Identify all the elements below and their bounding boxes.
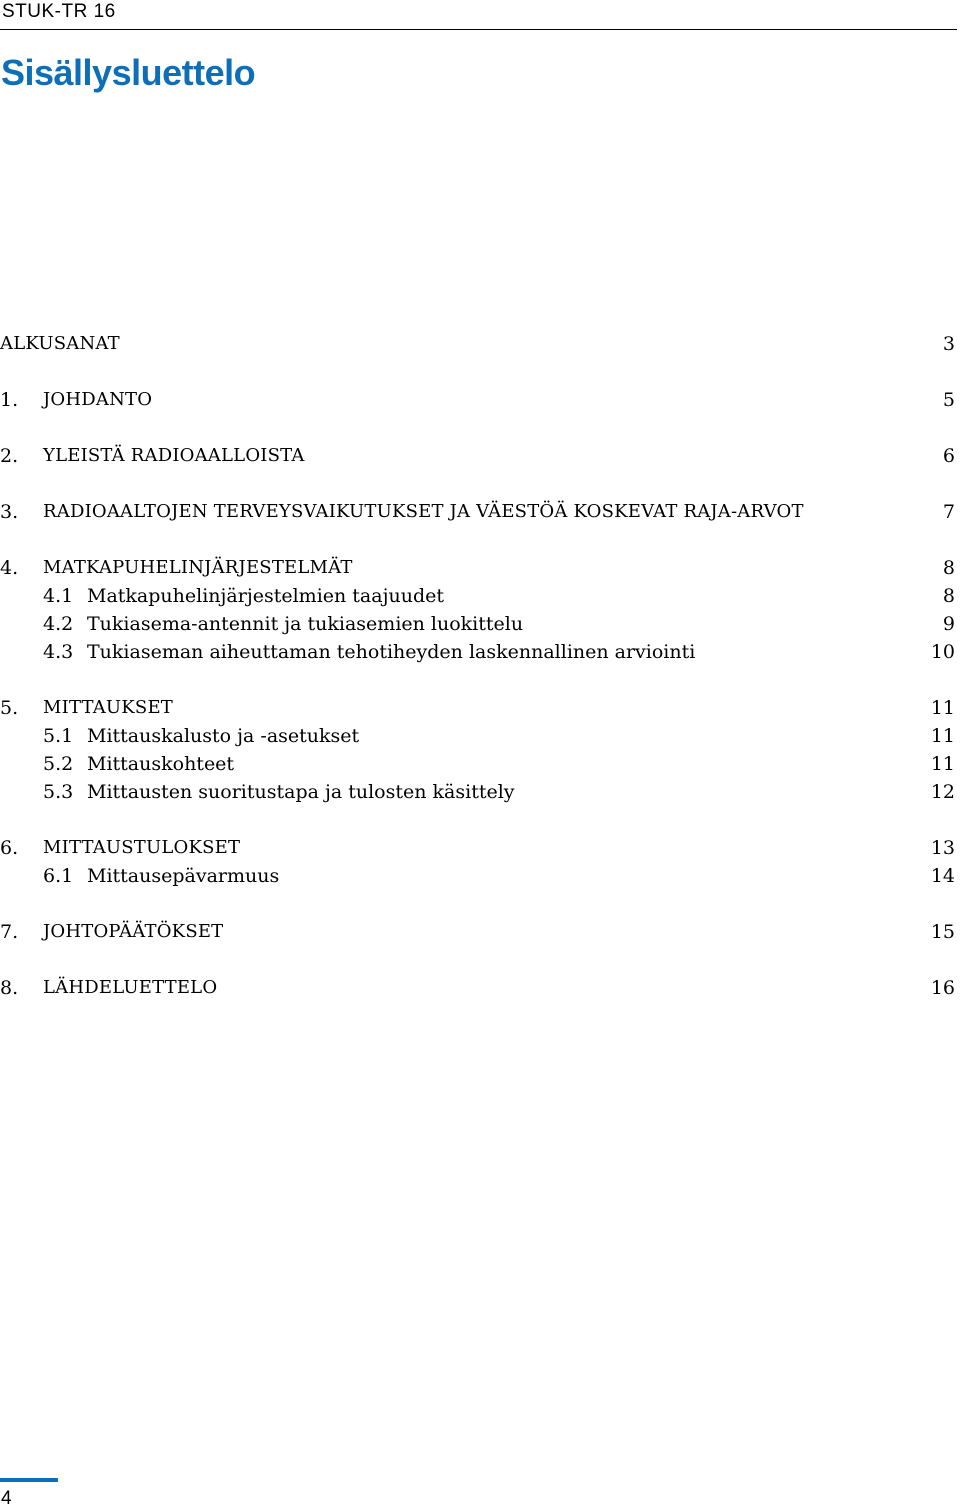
toc-entry-page: 10 xyxy=(930,641,955,663)
toc-entry-number: 5.2 xyxy=(43,753,74,775)
toc-entry-number: 7. xyxy=(0,921,19,943)
toc-entry-5[interactable] xyxy=(0,694,957,722)
toc-entry-title: MITTAUSTULOKSET xyxy=(43,837,241,858)
page-number: 4 xyxy=(1,1488,12,1509)
toc-entry-title: ALKUSANAT xyxy=(0,333,120,354)
toc-entry-page: 9 xyxy=(942,613,955,635)
toc-entry-title: Mittauskohteet xyxy=(87,753,235,775)
toc-entry-title: Mittausten suoritustapa ja tulosten käsittely xyxy=(87,781,515,803)
toc-entry-4-2[interactable] xyxy=(0,610,957,638)
toc-entry-1[interactable] xyxy=(0,386,957,414)
toc-entry-title: RADIOAALTOJEN TERVEYSVAIKUTUKSET JA VÄESTÖÄ KOSKEVAT RAJA-ARVOT xyxy=(43,501,804,522)
toc-entry-title: JOHDANTO xyxy=(43,389,153,410)
toc-entry-title: YLEISTÄ RADIOAALLOISTA xyxy=(43,445,305,466)
toc-entry-title: LÄHDELUETTELO xyxy=(43,977,218,998)
toc-entry-page: 7 xyxy=(942,501,955,523)
toc-entry-page: 3 xyxy=(942,333,955,355)
toc-entry-4[interactable] xyxy=(0,554,957,582)
series-label: STUK-TR 16 xyxy=(2,1,116,22)
footer-accent-bar xyxy=(0,1478,58,1482)
toc-entry-5-3[interactable] xyxy=(0,778,957,806)
toc-entry-number: 2. xyxy=(0,445,19,467)
toc-entry-5-2[interactable] xyxy=(0,750,957,778)
toc-entry-title: Tukiasema-antennit ja tukiasemien luokittelu xyxy=(87,613,524,635)
toc-entry-number: 4.1 xyxy=(43,585,74,607)
toc-entry-title: Mittausepävarmuus xyxy=(87,865,280,887)
toc-entry-number: 8. xyxy=(0,977,19,999)
toc-entry-number: 4.3 xyxy=(43,641,74,663)
toc-entry-number: 5.1 xyxy=(43,725,74,747)
toc-entry-page: 8 xyxy=(942,585,955,607)
toc-entry-3[interactable] xyxy=(0,498,957,526)
toc-entry-4-1[interactable] xyxy=(0,582,957,610)
toc-entry-page: 6 xyxy=(942,445,955,467)
toc-entry-page: 8 xyxy=(942,557,955,579)
toc-entry-title: Tukiaseman aiheuttaman tehotiheyden laskennallinen arviointi xyxy=(87,641,696,663)
toc-entry-number: 3. xyxy=(0,501,19,523)
toc-entry-number: 6. xyxy=(0,837,19,859)
toc-entry-title: MITTAUKSET xyxy=(43,697,173,718)
toc-entry-page: 16 xyxy=(930,977,955,999)
toc-entry-title: MATKAPUHELINJÄRJESTELMÄT xyxy=(43,557,353,578)
toc-entry-6-1[interactable] xyxy=(0,862,957,890)
toc-entry-6[interactable] xyxy=(0,834,957,862)
toc-entry-page: 11 xyxy=(930,697,955,719)
page-title: Sisällysluettelo xyxy=(1,52,256,93)
toc-entry-number: 5. xyxy=(0,697,19,719)
toc-entry-title: JOHTOPÄÄTÖKSET xyxy=(43,921,224,942)
toc-entry-number: 4. xyxy=(0,557,19,579)
toc-entry-page: 11 xyxy=(930,725,955,747)
toc-entry-number: 5.3 xyxy=(43,781,74,803)
toc-entry-number: 6.1 xyxy=(43,865,74,887)
toc-entry-page: 11 xyxy=(930,753,955,775)
toc-entry-4-3[interactable] xyxy=(0,638,957,666)
header-rule xyxy=(0,29,957,30)
toc-entry-number: 1. xyxy=(0,389,19,411)
toc-entry-page: 14 xyxy=(930,865,955,887)
toc-entry-title: Mittauskalusto ja -asetukset xyxy=(87,725,360,747)
toc-entry-number: 4.2 xyxy=(43,613,74,635)
toc-entry-page: 12 xyxy=(930,781,955,803)
toc-entry-8[interactable] xyxy=(0,974,957,1002)
toc-entry-page: 15 xyxy=(930,921,955,943)
toc-entry-7[interactable] xyxy=(0,918,957,946)
toc-entry-title: Matkapuhelinjärjestelmien taajuudet xyxy=(87,585,444,607)
toc-entry-foreword[interactable] xyxy=(0,330,957,358)
toc-entry-2[interactable] xyxy=(0,442,957,470)
toc-entry-5-1[interactable] xyxy=(0,722,957,750)
toc-entry-page: 13 xyxy=(930,837,955,859)
toc-entry-page: 5 xyxy=(942,389,955,411)
